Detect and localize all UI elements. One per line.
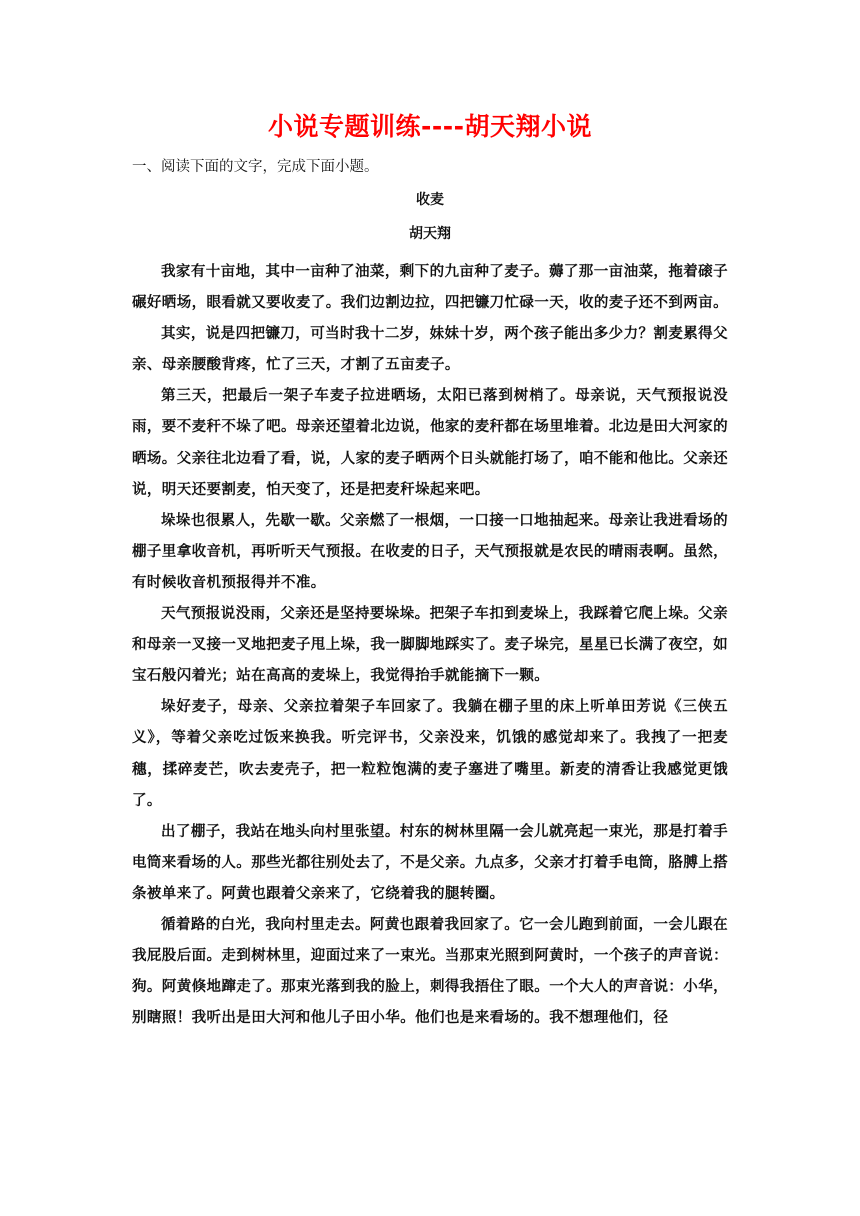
story-paragraph: 我家有十亩地，其中一亩种了油菜，剩下的九亩种了麦子。薅了那一亩油菜，拖着磙子碾好晒场，眼看就又要收麦了。我们边割边拉，四把镰刀忙碌一天，收的麦子还不到两亩。 [132,263,728,312]
story-paragraph: 垛好麦子，母亲、父亲拉着架子车回家了。我躺在棚子里的床上听单田芳说《三侠五义》，等着父亲吃过饭来换我。听完评书，父亲没来，饥饿的感觉却来了。我拽了一把麦穗，揉碎麦芒，吹去麦壳子，把一粒粒饱满的麦子塞进了嘴里。新麦的清香让我感觉更饿了。 [132,698,728,809]
story-paragraph: 天气预报说没雨，父亲还是坚持要垛垛。把架子车扣到麦垛上，我踩着它爬上垛。父亲和母亲一叉接一叉地把麦子甩上垛，我一脚脚地踩实了。麦子垛完，星星已长满了夜空，如宝石般闪着光；站在高高的麦垛上，我觉得抬手就能摘下一颗。 [132,605,728,685]
question-instruction: 一、阅读下面的文字，完成下面小题。 [132,159,379,175]
story-paragraph: 出了棚子，我站在地头向村里张望。村东的树林里隔一会儿就亮起一束光，那是打着手电筒来看场的人。那些光都往别处去了，不是父亲。九点多，父亲才打着手电筒，胳膊上搭条被单来了。阿黄也跟着父亲来了，它绕着我的腿转圈。 [132,822,728,902]
story-body [132,256,728,1033]
document-title: 小说专题训练----胡天翔小说 [267,112,592,141]
story-paragraph: 其实，说是四把镰刀，可当时我十二岁，妹妹十岁，两个孩子能出多少力？割麦累得父亲、母亲腰酸背疼，忙了三天，才割了五亩麦子。 [132,325,728,374]
story-author: 胡天翔 [409,226,451,242]
story-paragraph: 循着路的白光，我向村里走去。阿黄也跟着我回家了。它一会儿跑到前面，一会儿跟在我屁股后面。走到树林里，迎面过来了一束光。当那束光照到阿黄时，一个孩子的声音说：狗。阿黄倏地蹿走了。那束光落到我的脸上，刺得我捂住了眼。一个大人的声音说：小华，别瞎照！我听出是田大河和他儿子田小华。他们也是来看场的。我不想理他们，径 [132,915,728,1027]
story-title: 收麦 [416,192,444,208]
story-paragraph: 第三天，把最后一架子车麦子拉进晒场，太阳已落到树梢了。母亲说，天气预报说没雨，要不麦秆不垛了吧。母亲还望着北边说，他家的麦秆都在场里堆着。北边是田大河家的晒场。父亲往北边看了看，说，人家的麦子晒两个日头就能打场了，咱不能和他比。父亲还说，明天还要割麦，怕天变了，还是把麦秆垛起来吧。 [132,387,728,498]
story-paragraph: 垛垛也很累人，先歇一歇。父亲燃了一根烟，一口接一口地抽起来。母亲让我进看场的棚子里拿收音机，再听听天气预报。在收麦的日子，天气预报就是农民的晴雨表啊。虽然，有时候收音机预报得并不准。 [132,511,728,591]
